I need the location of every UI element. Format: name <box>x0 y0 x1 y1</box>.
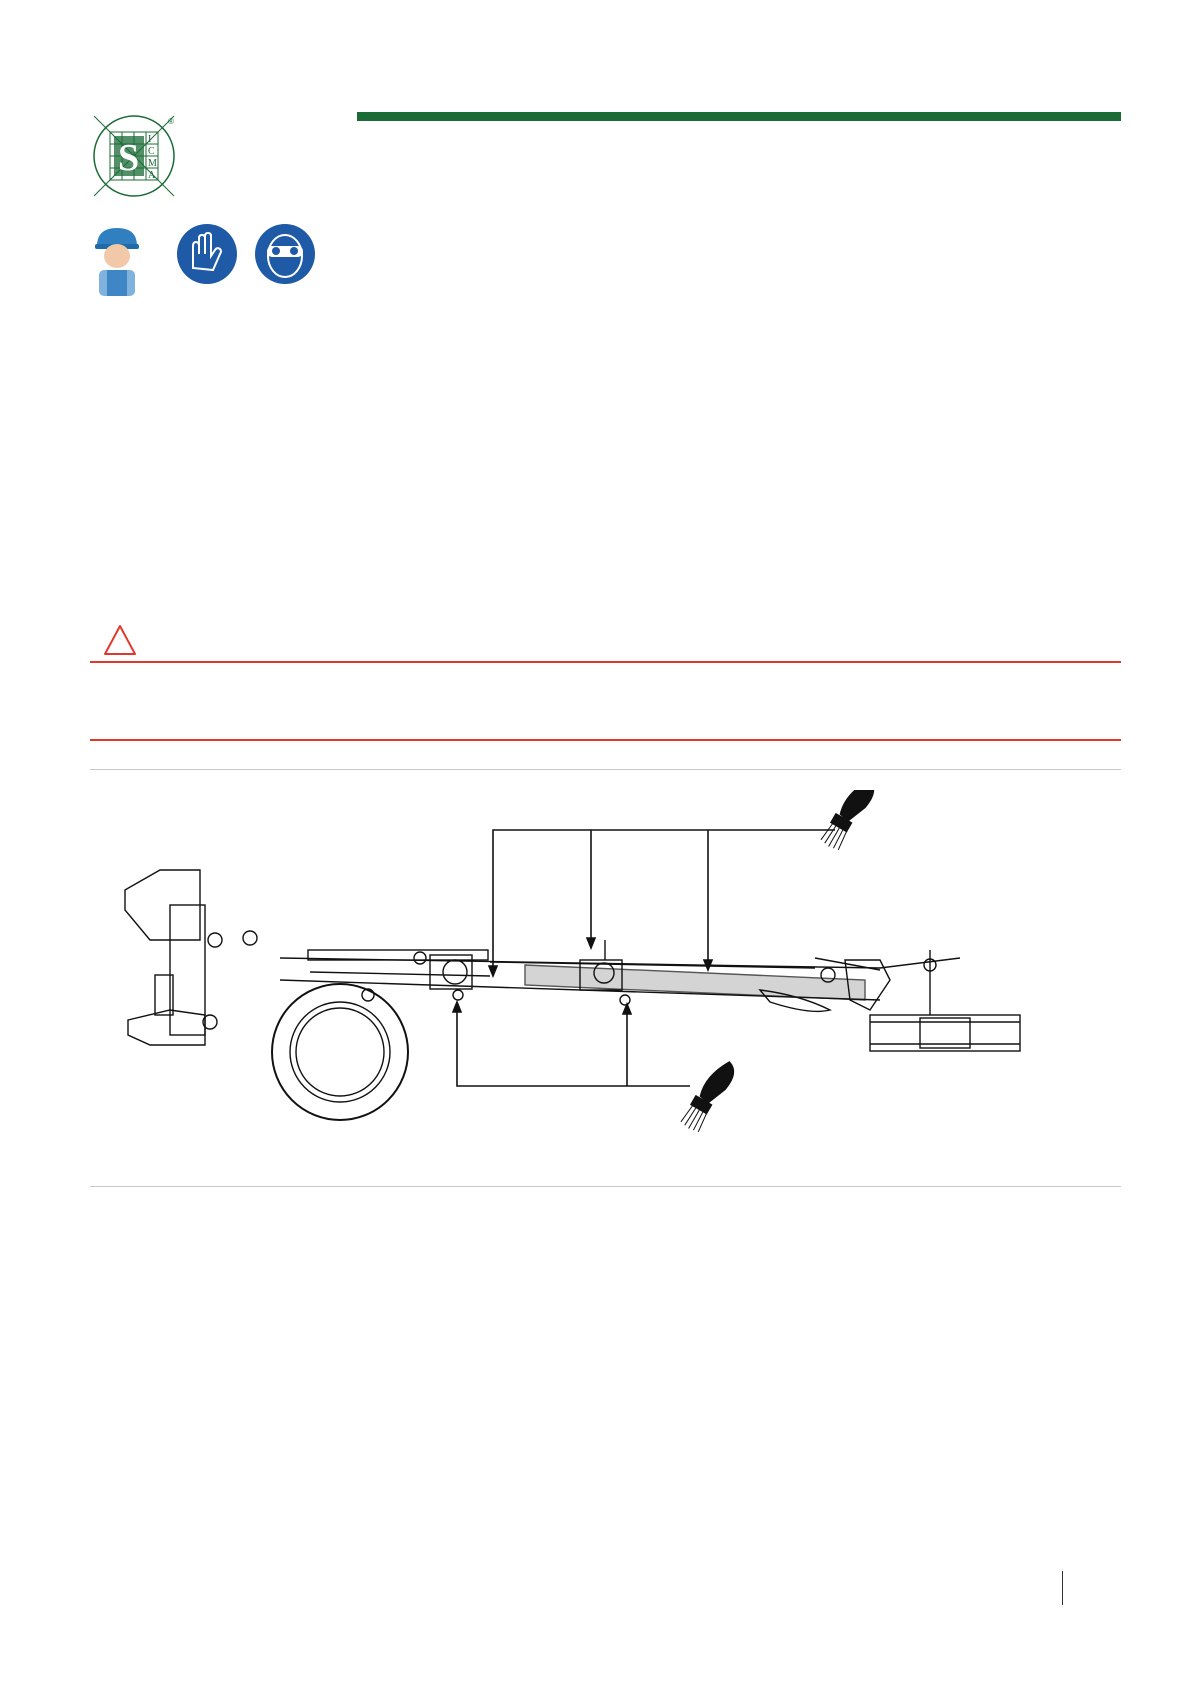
grease-brush-icon <box>820 790 879 853</box>
page-number-separator <box>1062 1571 1063 1605</box>
footer-page-number <box>1062 1571 1122 1605</box>
svg-text:S: S <box>118 137 140 179</box>
header-bar <box>357 112 1121 121</box>
company-logo <box>88 110 184 202</box>
wheel <box>272 984 408 1120</box>
grease-brush-icon <box>680 1056 739 1135</box>
grease-area <box>525 965 865 1000</box>
ppe-icons <box>93 224 318 296</box>
worker-helmet-icon <box>95 228 139 296</box>
svg-text:A: A <box>148 170 156 181</box>
warning-triangle-icon <box>103 624 137 656</box>
wear-goggles-icon <box>255 224 315 284</box>
figure-top-rule <box>90 769 1121 770</box>
svg-text:C: C <box>148 146 155 157</box>
figure-bottom-rule <box>90 1186 1121 1187</box>
warning-bottom-rule <box>90 739 1121 741</box>
svg-text:®: ® <box>168 117 174 126</box>
svg-text:M: M <box>148 158 157 169</box>
svg-text:I: I <box>148 134 152 145</box>
warning-top-rule <box>90 661 1121 663</box>
wear-gloves-icon <box>177 224 237 284</box>
machine-drawing <box>110 790 1110 1170</box>
